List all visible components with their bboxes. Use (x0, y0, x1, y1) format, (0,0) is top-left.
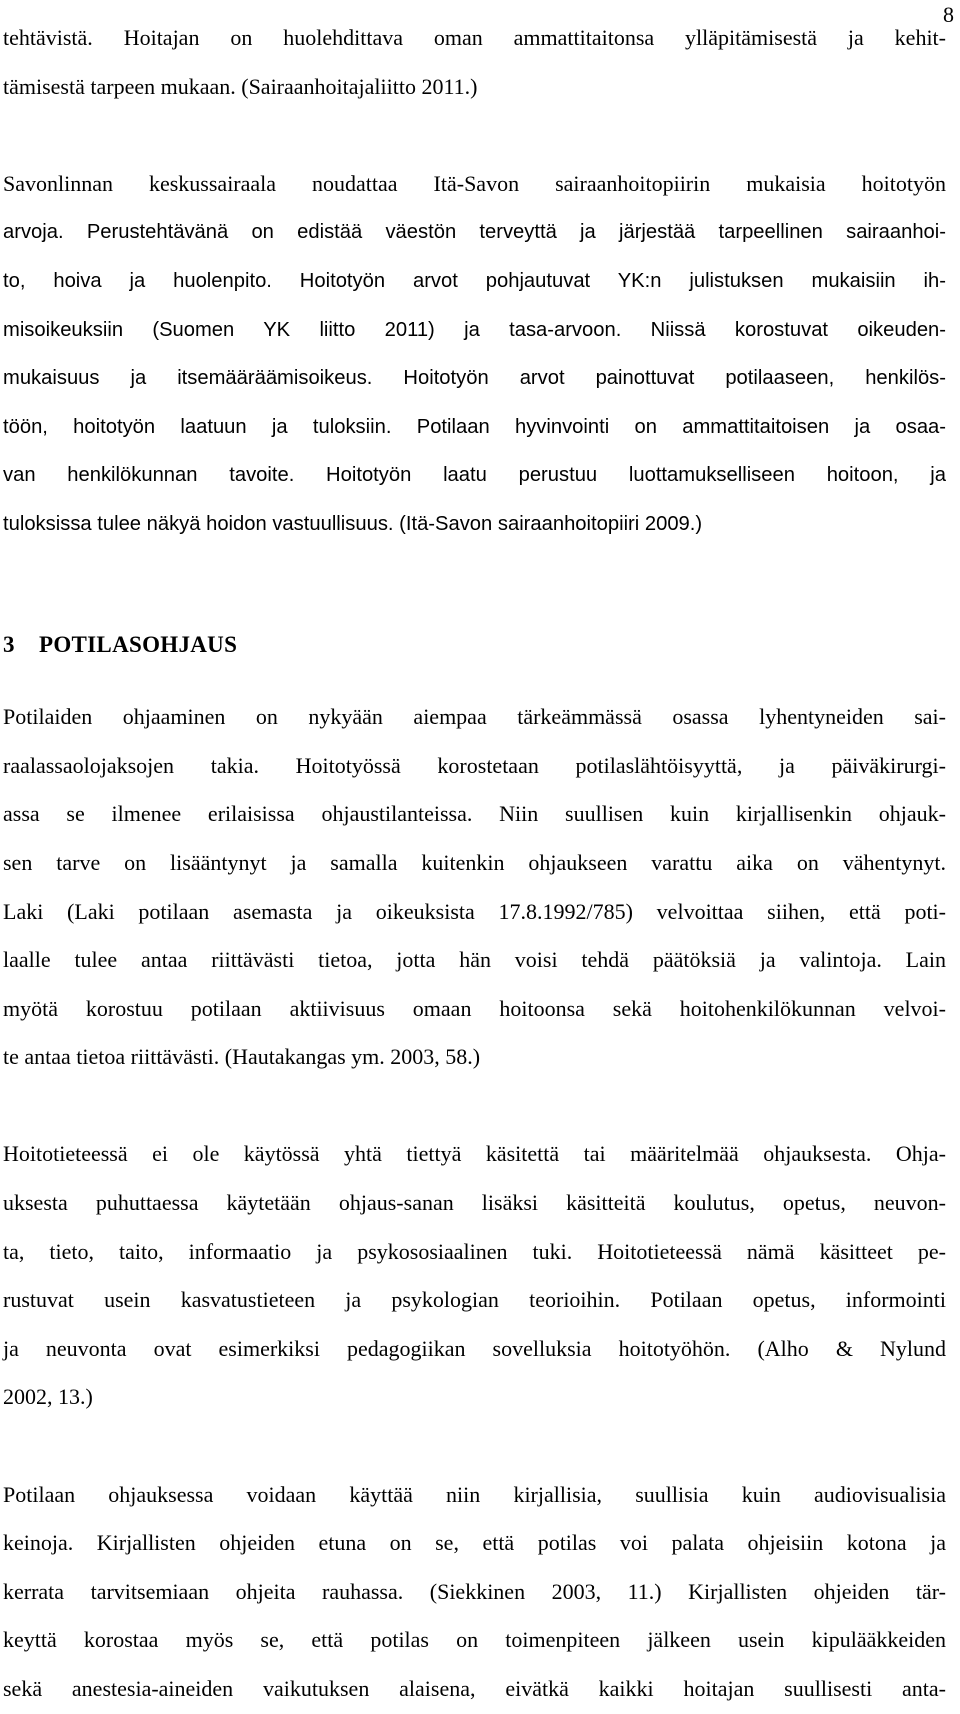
text-line: keinoja. Kirjallisten ohjeiden etuna on se, että potilas voi palata ohjeisiin kotona ja (3, 1530, 946, 1556)
text-line: Savonlinnan keskussairaala noudattaa Itä-Savon sairaanhoitopiirin mukaisia hoitotyön (3, 170, 946, 196)
section-spacer (3, 549, 946, 621)
text-line: kerrata tarvitsemiaan ohjeita rauhassa. (Siekkinen 2003, 11.) Kirjallisten ohjeiden tär- (3, 1578, 946, 1604)
section-number: 3 (3, 631, 15, 657)
text-line: tämisestä tarpeen mukaan. (Sairaanhoitajaliitto 2011.) (3, 73, 478, 99)
text-line: laalle tulee antaa riittävästi tietoa, jotta hän voisi tehdä päätöksiä ja valintoja. Lain (3, 947, 946, 973)
text-line: sekä anestesia-aineiden vaikutuksen alaisena, eivätkä kaikki hoitajan suullisesti anta- (3, 1676, 946, 1701)
paragraph-spacer (3, 111, 946, 160)
text-line: ta, tieto, taito, informaatio ja psykososiaalinen tuki. Hoitotieteessä nämä käsitteet pe- (3, 1238, 946, 1264)
paragraph-written-instructions (3, 1471, 946, 1714)
text-line: arvoja. Perustehtävänä on edistää väestön terveyttä ja järjestää tarpeellinen sairaanhoi- (3, 221, 946, 244)
text-line: sen tarve on lisääntynyt ja samalla kuitenkin ohjaukseen varattu aika on vähentynyt. (3, 849, 946, 875)
text-line: uksesta puhuttaessa käytetään ohjaus-sanan lisäksi käsitteitä koulutus, opetus, neuvon- (3, 1190, 946, 1216)
text-line: te antaa tietoa riittävästi. (Hautakangas ym. 2003, 58.) (3, 1044, 481, 1070)
text-line: misoikeuksiin (Suomen YK liitto 2011) ja tasa-arvoon. Niissä korostuvat oikeuden- (3, 318, 946, 341)
paragraph-nursing-values (3, 160, 946, 549)
page-number: 8 (943, 2, 954, 27)
paragraph-spacer (3, 1082, 946, 1131)
text-line: töön, hoitotyön laatuun ja tuloksiin. Potilaan hyvinvointi on ammattitaitoisen ja osaa- (3, 415, 946, 438)
paragraph-spacer (3, 669, 946, 693)
text-line: keyttä korostaa myös se, että potilas on toimenpiteen jälkeen usein kipulääkkeiden (3, 1627, 946, 1653)
text-line: to, hoiva ja huolenpito. Hoitotyön arvot pohjautuvat YK:n julistuksen mukaisiin ih- (3, 269, 946, 292)
text-line: Laki (Laki potilaan asemasta ja oikeuksista 17.8.1992/785) velvoittaa siihen, että poti- (3, 898, 946, 924)
text-line: 2002, 13.) (3, 1384, 93, 1410)
text-line: tuloksissa tulee näkyä hoidon vastuullisuus. (Itä-Savon sairaanhoitopiiri 2009.) (3, 512, 703, 535)
text-line: Hoitotieteessä ei ole käytössä yhtä tiettyä käsitettä tai määritelmää ohjauksesta. Ohja- (3, 1141, 946, 1167)
text-line: myötä korostuu potilaan aktiivisuus omaan hoitoonsa sekä hoitohenkilökunnan velvoi- (3, 995, 946, 1021)
text-line: assa se ilmenee erilaisissa ohjaustilanteissa. Niin suullisen kuin kirjallisenkin ohjauk- (3, 801, 946, 827)
paragraph-professional-skills (3, 14, 946, 111)
paragraph-guidance-definition (3, 1130, 946, 1422)
section-heading (3, 621, 946, 670)
text-line: tehtävistä. Hoitajan on huolehdittava oman ammattitaitonsa ylläpitämisestä ja kehit- (3, 25, 946, 50)
text-line: ja neuvonta ovat esimerkiksi pedagogiikan sovelluksia hoitotyöhön. (Alho & Nylund (3, 1335, 946, 1361)
text-line: Potilaan ohjauksessa voidaan käyttää niin kirjallisia, suullisia kuin audiovisualisia (3, 1481, 946, 1507)
paragraph-patient-guidance-importance (3, 693, 946, 1082)
text-line: rustuvat usein kasvatustieteen ja psykologian teorioihin. Potilaan opetus, informointi (3, 1287, 946, 1313)
section-title: POTILASOHJAUS (39, 631, 238, 657)
paragraph-spacer (3, 1422, 946, 1471)
text-line: mukaisuus ja itsemääräämisoikeus. Hoitotyön arvot painottuvat potilaaseen, henkilös- (3, 367, 946, 390)
text-line: Potilaiden ohjaaminen on nykyään aiempaa tärkeämmässä osassa lyhentyneiden sai- (3, 704, 946, 730)
text-line: raalassaolojaksojen takia. Hoitotyössä korostetaan potilaslähtöisyyttä, ja päiväkirurgi- (3, 752, 946, 778)
text-line: van henkilökunnan tavoite. Hoitotyön laatu perustuu luottamukselliseen hoitoon, ja (3, 464, 946, 487)
document-body (3, 14, 946, 1714)
